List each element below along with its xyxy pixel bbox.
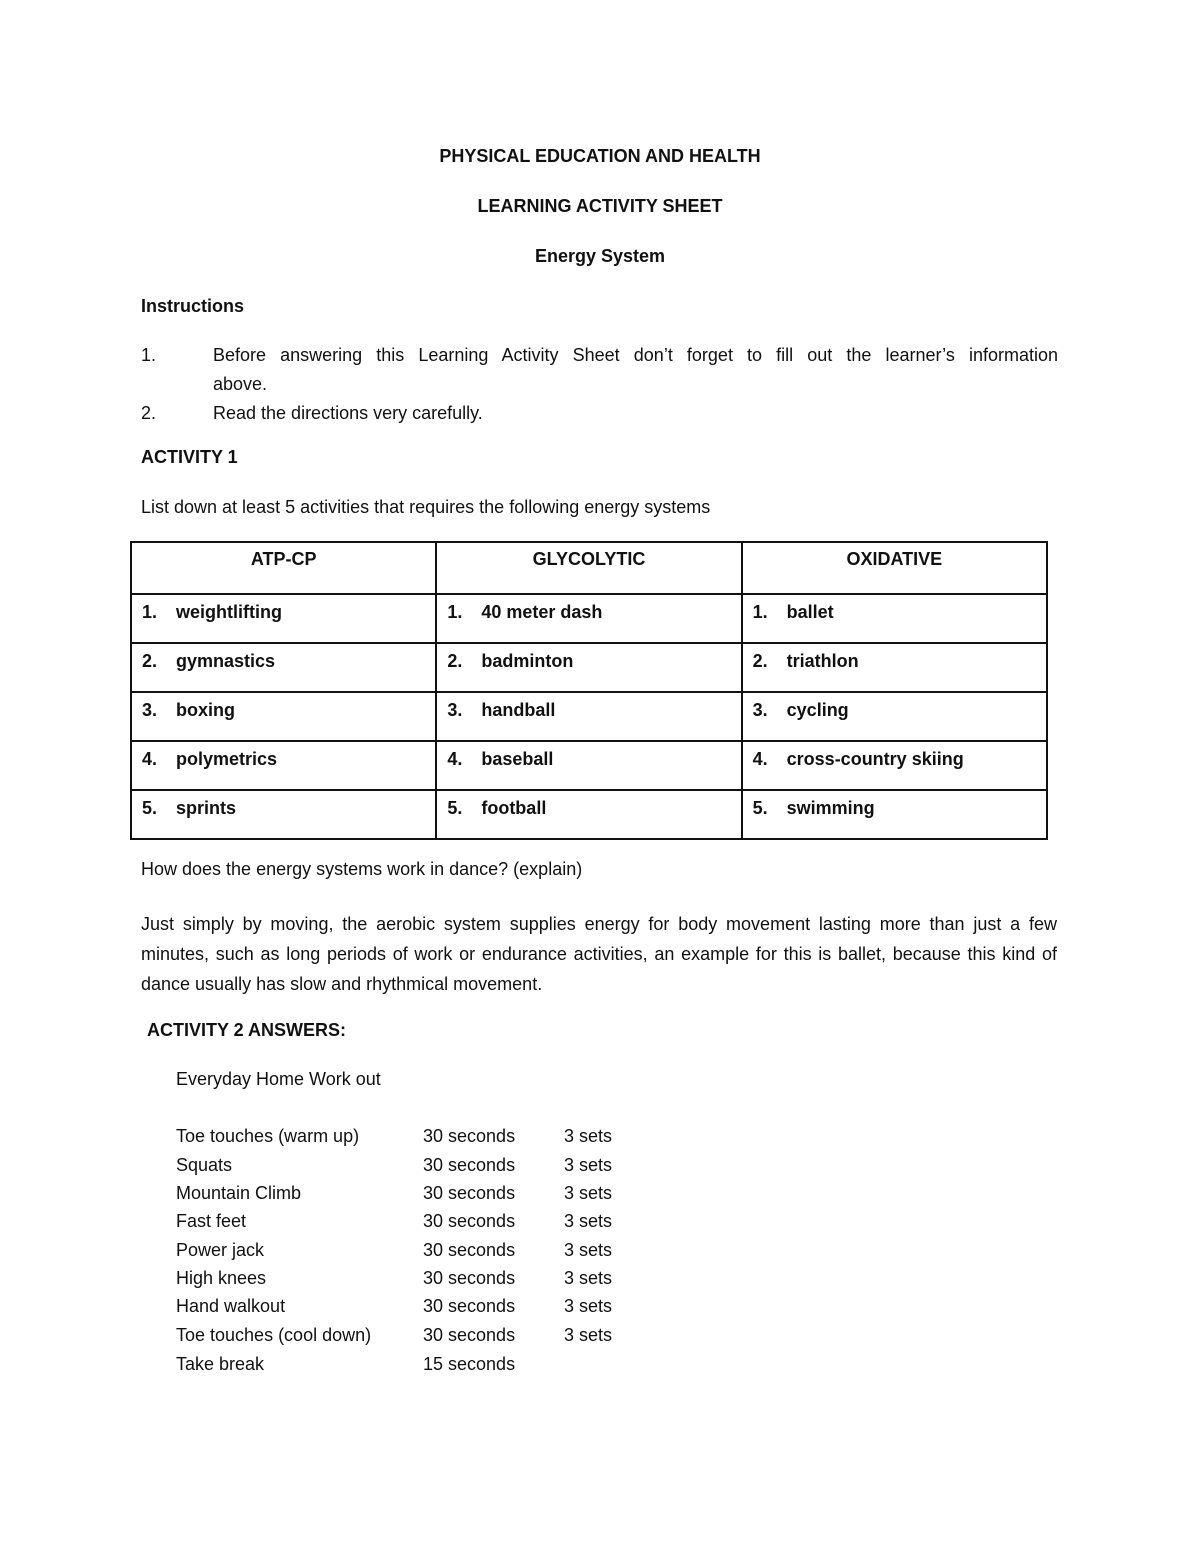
energy-systems-table [130, 541, 1048, 840]
item-text: gymnastics [176, 651, 276, 671]
table-cell [436, 643, 741, 692]
item-text: polymetrics [176, 749, 278, 769]
item-number: 2. [752, 651, 768, 671]
activity2-heading: ACTIVITY 2 ANSWERS: [147, 1020, 347, 1040]
workout-sets: 3 sets [564, 1183, 613, 1203]
table-cell [742, 790, 1047, 839]
item-text: football [481, 798, 547, 818]
item-text: cross-country skiing [786, 749, 964, 769]
activity1-heading: ACTIVITY 1 [141, 447, 238, 467]
instruction-2-line1: Read the directions very carefully. [213, 403, 483, 423]
workout-name: Fast feet [176, 1211, 247, 1231]
instruction-1-line1: Before answering this Learning Activity Sheet don’t forget to fill out the learner’s information [213, 345, 1058, 365]
workout-duration: 30 seconds [423, 1296, 516, 1316]
table-cell [131, 643, 436, 692]
item-number: 3. [752, 700, 768, 720]
table-cell [742, 594, 1047, 643]
item-text: weightlifting [176, 602, 282, 622]
table-cell [436, 790, 741, 839]
item-text: triathlon [786, 651, 859, 671]
workout-duration: 30 seconds [423, 1325, 516, 1345]
workout-name: Mountain Climb [176, 1183, 302, 1203]
workout-name: Power jack [176, 1240, 265, 1260]
header-glycolytic: GLYCOLYTIC [436, 542, 741, 594]
workout-name: High knees [176, 1268, 267, 1288]
table-cell [131, 692, 436, 741]
item-number: 4. [447, 749, 463, 769]
table-cell [742, 692, 1047, 741]
header-atp-cp: ATP-CP [131, 542, 436, 594]
item-text: swimming [786, 798, 875, 818]
workout-duration: 30 seconds [423, 1211, 516, 1231]
workout-name: Toe touches (cool down) [176, 1325, 372, 1345]
table-row [131, 594, 1047, 643]
item-number: 4. [752, 749, 768, 769]
workout-name: Hand walkout [176, 1296, 286, 1316]
item-number: 3. [142, 700, 158, 720]
item-number: 5. [447, 798, 463, 818]
activity1-prompt: List down at least 5 activities that requires the following energy systems [141, 497, 711, 517]
table-cell [131, 741, 436, 790]
topic-title: Energy System [534, 246, 666, 266]
item-number: 1. [752, 602, 768, 622]
item-number: 5. [142, 798, 158, 818]
workout-sets: 3 sets [564, 1155, 613, 1175]
workout-sets: 3 sets [564, 1126, 613, 1146]
header-oxidative: OXIDATIVE [742, 542, 1047, 594]
workout-sets: 3 sets [564, 1211, 613, 1231]
instruction-1-line2: above. [213, 374, 268, 394]
dance-question: How does the energy systems work in dance? (explain) [141, 859, 583, 879]
table-cell [131, 790, 436, 839]
workout-name: Toe touches (warm up) [176, 1126, 360, 1146]
workout-duration: 30 seconds [423, 1155, 516, 1175]
table-row [131, 790, 1047, 839]
item-text: ballet [786, 602, 834, 622]
workout-title: Everyday Home Work out [176, 1069, 381, 1089]
subject-title: PHYSICAL EDUCATION AND HEALTH [439, 146, 761, 166]
item-number: 5. [752, 798, 768, 818]
item-number: 1. [142, 602, 158, 622]
table-cell [742, 643, 1047, 692]
workout-duration: 30 seconds [423, 1268, 516, 1288]
workout-duration: 30 seconds [423, 1126, 516, 1146]
item-number: 1. [447, 602, 463, 622]
item-number: 3. [447, 700, 463, 720]
item-text: baseball [481, 749, 554, 769]
table-cell [436, 741, 741, 790]
workout-duration: 30 seconds [423, 1240, 516, 1260]
instruction-2-number: 2. [141, 403, 157, 423]
table-cell [742, 741, 1047, 790]
table-cell [131, 594, 436, 643]
item-text: handball [481, 700, 556, 720]
workout-name: Take break [176, 1354, 265, 1374]
item-number: 4. [142, 749, 158, 769]
item-text: boxing [176, 700, 235, 720]
workout-name: Squats [176, 1155, 233, 1175]
instruction-1-number: 1. [141, 345, 157, 365]
workout-duration: 30 seconds [423, 1183, 516, 1203]
item-number: 2. [142, 651, 158, 671]
workout-duration: 15 seconds [423, 1354, 516, 1374]
dance-answer: Just simply by moving, the aerobic system supplies energy for body movement lasting more than just a few minutes, such as long periods of work or endurance activities, an example for this is ballet, because this kind of dance usually has slow and rhythmical movement. [141, 914, 1057, 994]
sheet-title: LEARNING ACTIVITY SHEET [477, 196, 723, 216]
item-text: cycling [786, 700, 849, 720]
table-row [131, 692, 1047, 741]
workout-sets: 3 sets [564, 1268, 613, 1288]
workout-sets: 3 sets [564, 1296, 613, 1316]
item-text: sprints [176, 798, 237, 818]
item-number: 2. [447, 651, 463, 671]
table-row [131, 741, 1047, 790]
table-row [131, 643, 1047, 692]
item-text: badminton [481, 651, 574, 671]
workout-sets: 3 sets [564, 1325, 613, 1345]
item-text: 40 meter dash [481, 602, 603, 622]
table-header-row [131, 542, 1047, 594]
table-cell [436, 692, 741, 741]
instructions-heading: Instructions [141, 296, 245, 316]
workout-sets: 3 sets [564, 1240, 613, 1260]
table-cell [436, 594, 741, 643]
